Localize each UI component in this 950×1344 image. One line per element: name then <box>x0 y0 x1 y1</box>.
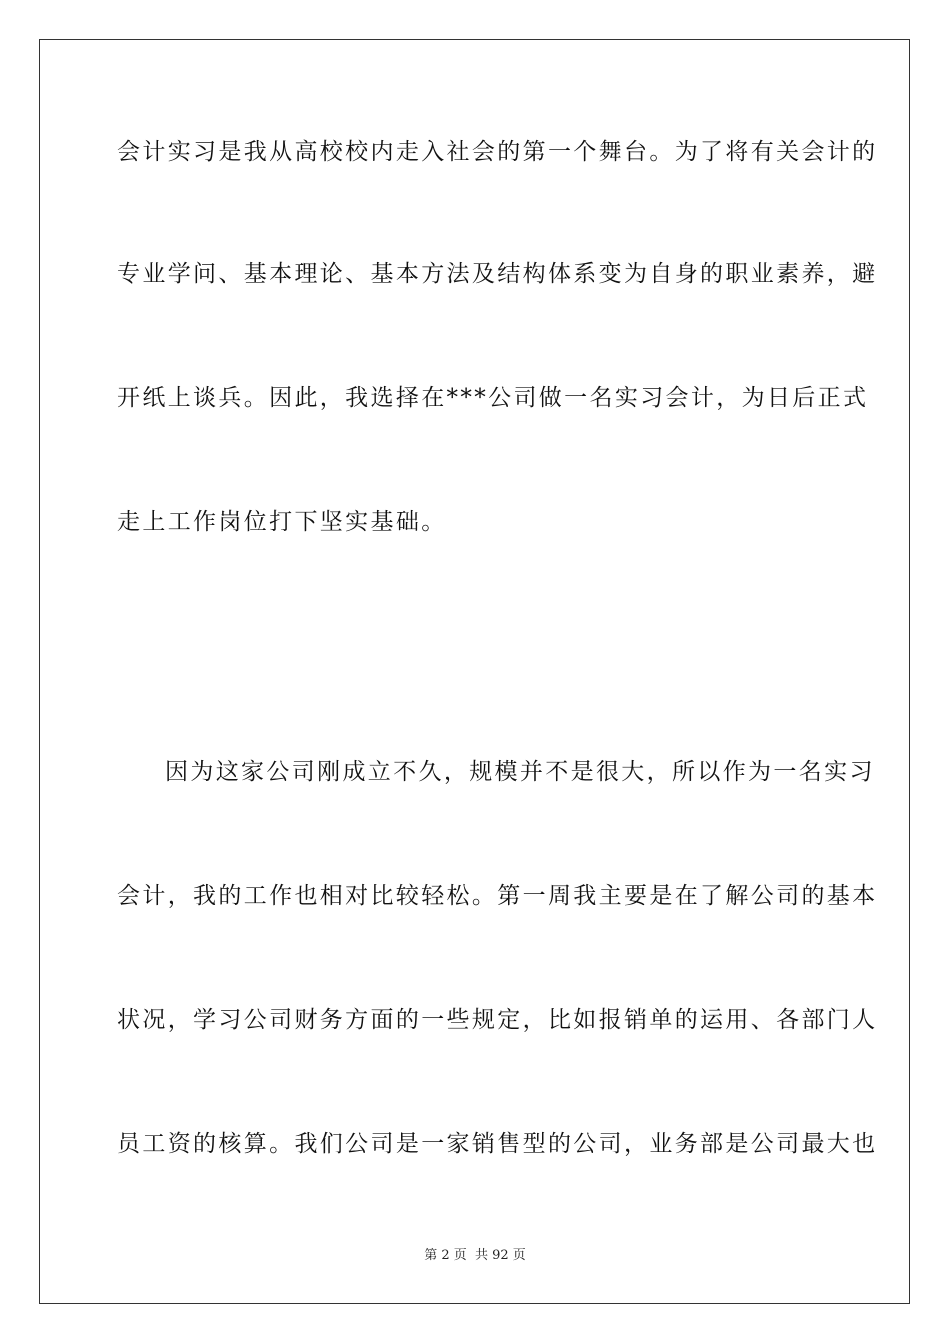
page-border <box>39 39 910 1304</box>
page-number: 第 2 页 <box>424 1248 467 1263</box>
text-line: 专业学问、基本理论、基本方法及结构体系变为自身的职业素养，避 <box>117 261 878 287</box>
text-line: 员工资的核算。我们公司是一家销售型的公司，业务部是公司最大也 <box>117 1131 878 1157</box>
text-line: 会计，我的工作也相对比较轻松。第一周我主要是在了解公司的基本 <box>117 883 878 909</box>
text-line: 走上工作岗位打下坚实基础。 <box>117 509 447 535</box>
page-footer <box>0 1247 950 1265</box>
page-total: 共 92 页 <box>474 1248 526 1263</box>
text-line: 状况，学习公司财务方面的一些规定，比如报销单的运用、各部门人 <box>117 1007 878 1033</box>
text-line: 会计实习是我从高校校内走入社会的第一个舞台。为了将有关会计的 <box>117 139 878 165</box>
text-line: 因为这家公司刚成立不久，规模并不是很大，所以作为一名实习 <box>165 759 875 785</box>
text-line: 开纸上谈兵。因此，我选择在***公司做一名实习会计，为日后正式 <box>117 385 869 411</box>
